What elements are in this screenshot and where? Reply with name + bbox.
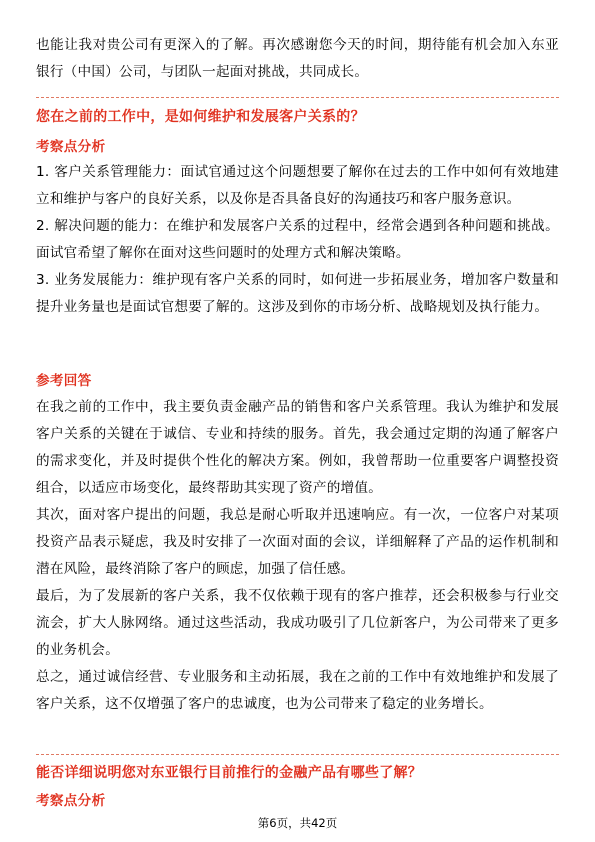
answer-paragraph: 最后，为了发展新的客户关系，我不仅依赖于现有的客户推荐，还会积极参与行业交流会，扩大人脉网络。通过这些活动，我成功吸引了几位新客户，为公司带来了更多的业务机会。 xyxy=(36,588,559,658)
analysis-heading: 考察点分析 xyxy=(36,139,106,155)
question-title: 能否详细说明您对东亚银行目前推行的金融产品有哪些了解？ xyxy=(36,765,423,781)
answer-heading: 参考回答 xyxy=(36,373,92,389)
answer-paragraph: 在我之前的工作中，我主要负责金融产品的销售和客户关系管理。我认为维护和发展客户关系的关键在于诚信、专业和持续的服务。首先，我会通过定期的沟通了解客户的需求变化，并及时提供个性化的解决方案。例如，我曾帮助一位重要客户调整投资组合，以适应市场变化，最终帮助其实现了资产的增值。 xyxy=(36,399,559,496)
analysis-point: 1. 客户关系管理能力：面试官通过这个问题想要了解你在过去的工作中如何有效地建立和维护与客户的良好关系，以及你是否具备良好的沟通技巧和客户服务意识。 xyxy=(36,164,559,207)
analysis-point: 3. 业务发展能力：维护现有客户关系的同时，如何进一步拓展业务，增加客户数量和提升业务量也是面试官想要了解的。这涉及到你的市场分析、战略规划及执行能力。 xyxy=(36,272,559,315)
answer-body xyxy=(36,394,559,718)
analysis-heading: 考察点分析 xyxy=(36,793,106,809)
intro-paragraph: 也能让我对贵公司有更深入的了解。再次感谢您今天的时间，期待能有机会加入东亚银行（中国）公司，与团队一起面对挑战，共同成长。 xyxy=(36,37,559,80)
analysis-list xyxy=(36,159,559,321)
answer-paragraph: 总之，通过诚信经营、专业服务和主动拓展，我在之前的工作中有效地维护和发展了客户关系，这不仅增强了客户的忠诚度，也为公司带来了稳定的业务增长。 xyxy=(36,669,559,712)
section-divider xyxy=(36,754,559,755)
analysis-point: 2. 解决问题的能力：在维护和发展客户关系的过程中，经常会遇到各种问题和挑战。面试官希望了解你在面对这些问题时的处理方式和解决策略。 xyxy=(36,218,559,261)
page-number: 第6页，共42页 xyxy=(257,816,338,830)
section-divider xyxy=(36,97,559,98)
answer-paragraph: 其次，面对客户提出的问题，我总是耐心听取并迅速响应。有一次，一位客户对某项投资产品表示疑虑，我及时安排了一次面对面的会议，详细解释了产品的运作机制和潜在风险，最终消除了客户的顾虑，加强了信任感。 xyxy=(36,507,559,577)
question-title: 您在之前的工作中，是如何维护和发展客户关系的？ xyxy=(36,109,365,125)
